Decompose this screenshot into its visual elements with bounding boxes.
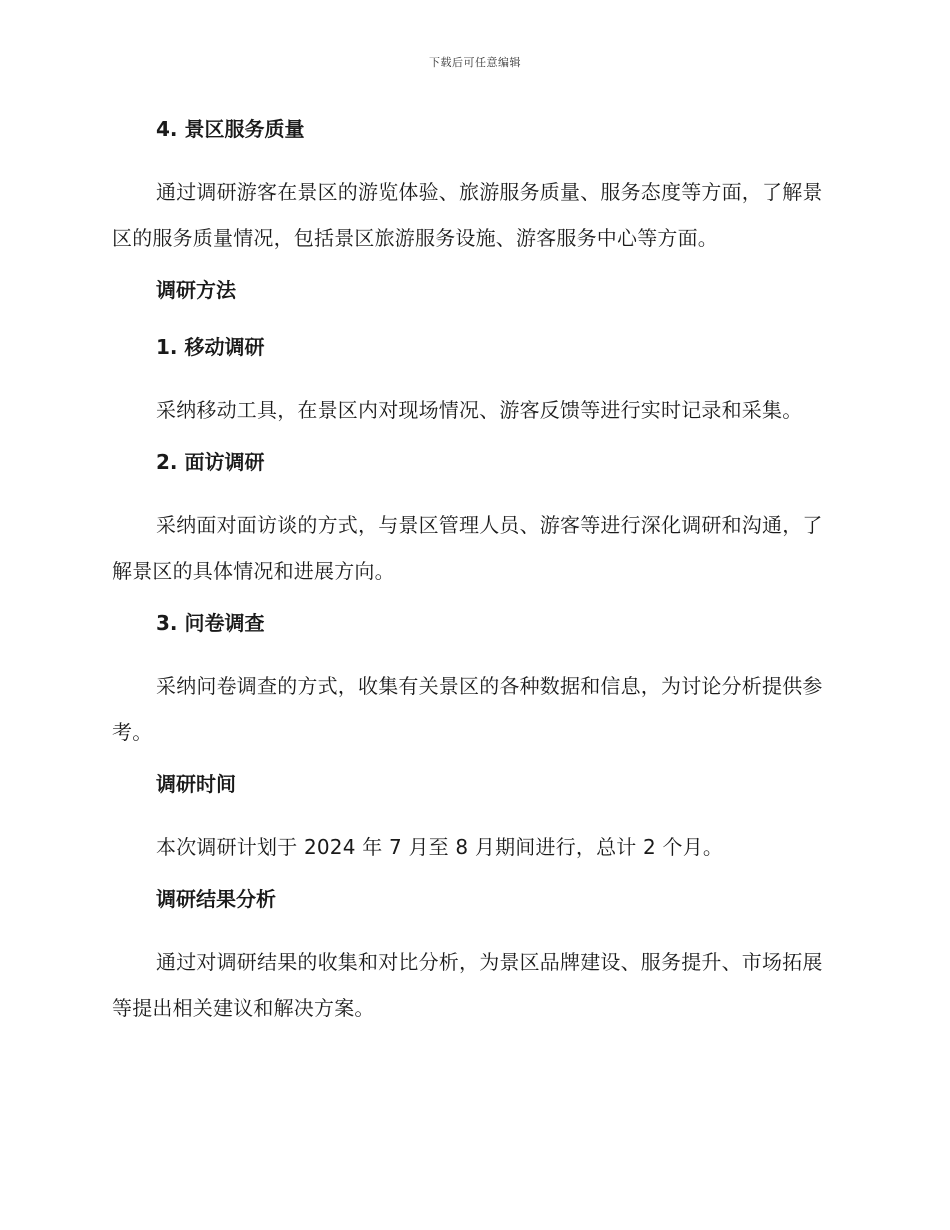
paragraph-timeline: 本次调研计划于 2024 年 7 月至 8 月期间进行，总计 2 个月。 [156, 835, 724, 859]
paragraph-service-quality: 通过调研游客在景区的游览体验、旅游服务质量、服务态度等方面，了解景区的服务质量情况，包括景区旅游服务设施、游客服务中心等方面。 [112, 180, 823, 250]
section-heading-methods: 调研方法 [156, 278, 236, 302]
section-heading-mobile-research: 1. 移动调研 [156, 335, 265, 359]
document-body [112, 112, 832, 1043]
section-heading-service-quality: 4. 景区服务质量 [156, 117, 305, 141]
section-heading-timeline: 调研时间 [156, 772, 236, 796]
paragraph-mobile-research: 采纳移动工具，在景区内对现场情况、游客反馈等进行实时记录和采集。 [156, 398, 803, 422]
section-heading-interview: 2. 面访调研 [156, 450, 265, 474]
header-note: 下载后可任意编辑 [429, 56, 521, 69]
paragraph-analysis: 通过对调研结果的收集和对比分析，为景区品牌建设、服务提升、市场拓展等提出相关建议和解决方案。 [112, 950, 823, 1020]
paragraph-interview: 采纳面对面访谈的方式，与景区管理人员、游客等进行深化调研和沟通，了解景区的具体情况和进展方向。 [112, 513, 823, 583]
section-heading-questionnaire: 3. 问卷调查 [156, 611, 265, 635]
section-heading-analysis: 调研结果分析 [156, 887, 276, 911]
paragraph-questionnaire: 采纳问卷调查的方式，收集有关景区的各种数据和信息，为讨论分析提供参考。 [112, 674, 823, 744]
